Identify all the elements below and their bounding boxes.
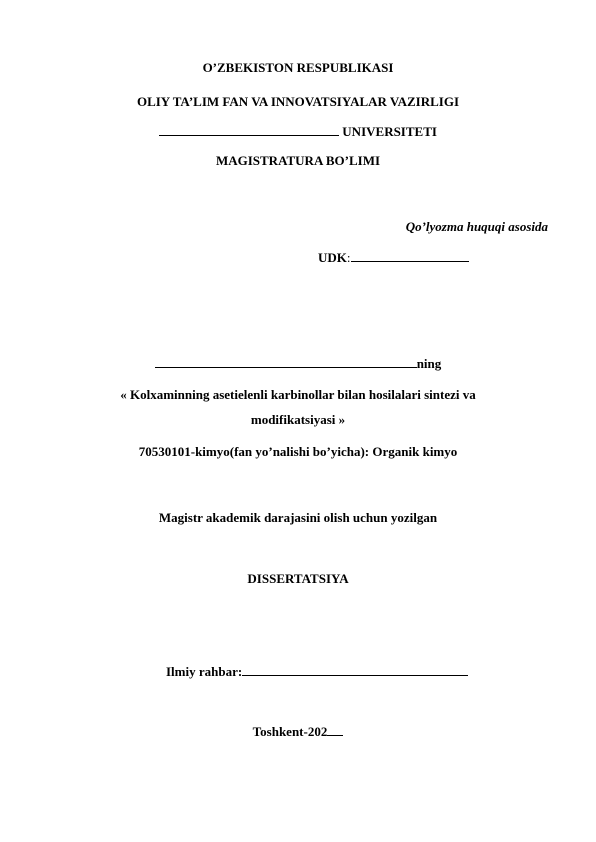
- manuscript-note: Qo’lyozma huquqi asosida: [405, 219, 548, 234]
- university-suffix: UNIVERSITETI: [339, 124, 437, 139]
- department-heading: MAGISTRATURA BO’LIMI: [215, 153, 381, 168]
- udk-label: UDK: [318, 250, 347, 265]
- city-year-line: [0, 724, 596, 740]
- supervisor-name-blank: [242, 664, 468, 676]
- university-line: [0, 124, 596, 140]
- supervisor-line: [166, 664, 468, 680]
- supervisor-label: Ilmiy rahbar:: [166, 664, 243, 679]
- ministry-heading: OLIY TA’LIM FAN VA INNOVATSIYALAR VAZIRLIGI: [136, 94, 460, 109]
- author-line: [0, 356, 596, 372]
- author-suffix: ning: [416, 356, 442, 371]
- udk-colon: :: [346, 250, 351, 265]
- thesis-title-line-2: modifikatsiyasi »: [250, 412, 346, 427]
- thesis-title-line-1: « Kolxaminning asetielenli karbinollar bilan hosilalari sintezi va: [120, 387, 476, 402]
- city-year: Toshkent-202: [252, 724, 328, 739]
- author-name-blank: [155, 356, 417, 368]
- degree-purpose: Magistr akademik darajasini olish uchun yozilgan: [158, 510, 438, 525]
- year-blank: [327, 724, 343, 736]
- document-type: DISSERTATSIYA: [247, 571, 349, 586]
- university-name-blank: [159, 124, 339, 136]
- specialty-line: 70530101-kimyo(fan yo’nalishi bo’yicha): Organik kimyo: [138, 444, 458, 459]
- udk-blank: [351, 250, 469, 262]
- udk-line: [318, 250, 469, 266]
- republic-heading: O’ZBEKISTON RESPUBLIKASI: [202, 60, 394, 75]
